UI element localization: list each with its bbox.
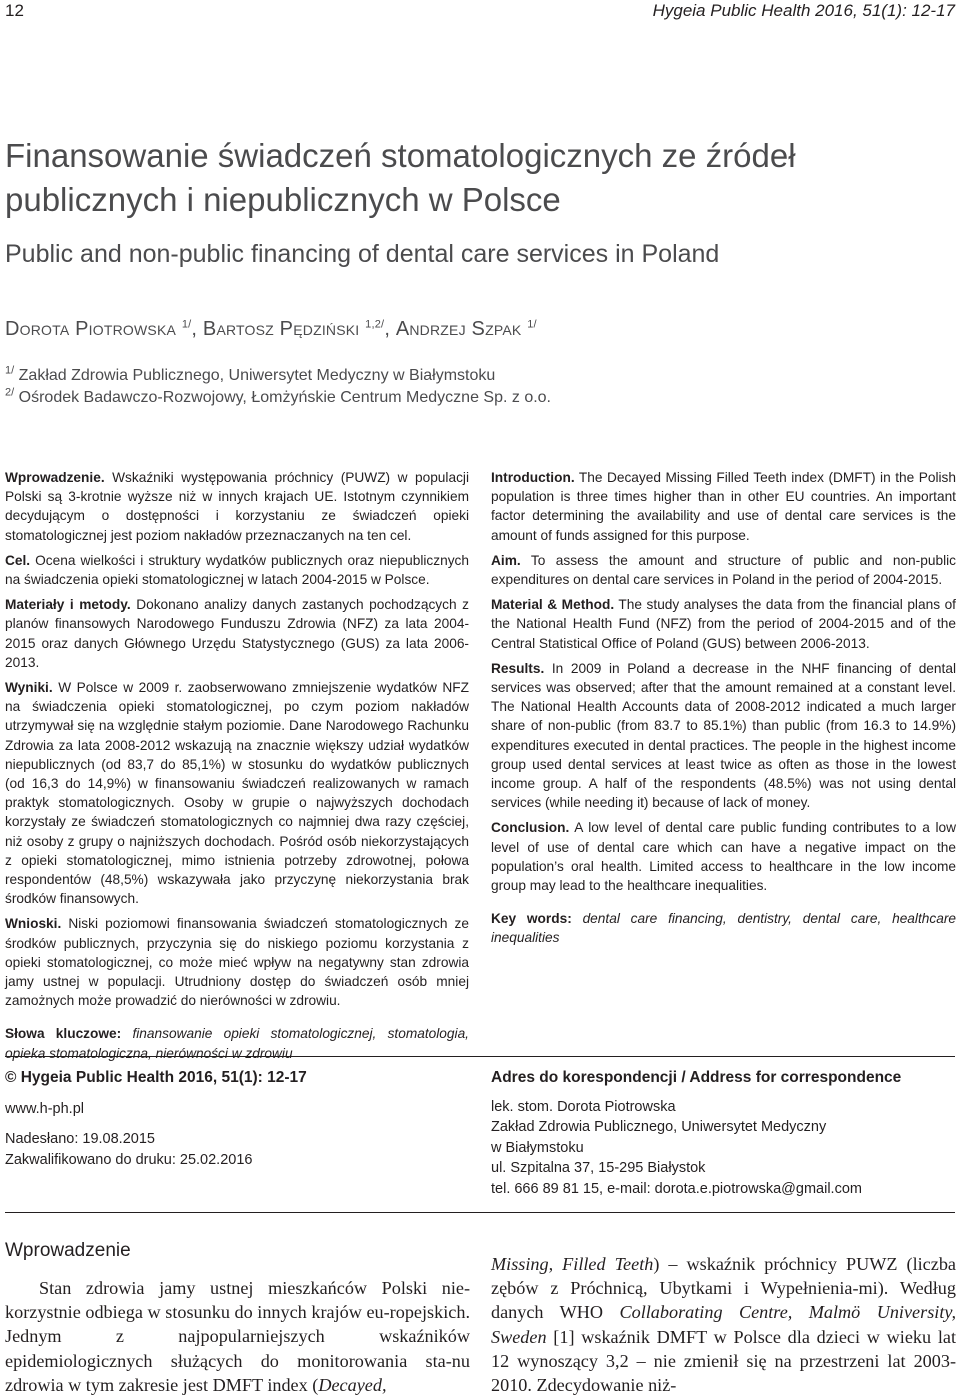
abstract-label: Materiały i metody. bbox=[5, 597, 131, 613]
abstract-paragraph bbox=[491, 659, 956, 813]
abstract-paragraph bbox=[491, 818, 956, 895]
author-name: Bartosz Pędziński bbox=[202, 318, 360, 340]
keywords-paragraph bbox=[491, 909, 956, 947]
keywords-paragraph bbox=[5, 1024, 469, 1062]
correspondence-heading: Adres do korespondencji / Address for correspondence bbox=[491, 1069, 902, 1086]
abstract-label: Cel. bbox=[5, 552, 31, 568]
correspondence-street: ul. Szpitalna 37, 15-295 Białystok bbox=[491, 1160, 706, 1176]
keywords-label: Key words: bbox=[491, 911, 572, 927]
abstract-paragraph bbox=[5, 551, 469, 589]
abstract-text: The study analyses the data from the financial plans of the National Health Fund (NFZ) from the period of 2004-2015 and of the Central Statistical Office of Poland (GUS) between 2006-2013. bbox=[491, 597, 956, 651]
abstract-text: In 2009 in Poland a decrease in the NHF financing of dental services was observed; after that the amount remained at a constant level. The National Health Accounts data of 2008-2012 indicated a much larger share of non-public (from 83.7 to 85.1%) than public (from 16.3 to 14.9%) expenditures executed in dental practices. The people in the highest income group used dental services at least twice as often as those in the lowest income group. A half of the respondents (48.5%) was not using dental services (while needing it) because of lack of money. bbox=[491, 660, 956, 811]
abstract-label: Conclusion. bbox=[491, 820, 570, 836]
submitted-date: Nadesłano: 19.08.2015 bbox=[5, 1131, 155, 1147]
website-link[interactable]: www.h-ph.pl bbox=[5, 1100, 84, 1117]
affiliation-text: Ośrodek Badawczo-Rozwojowy, Łomżyńskie Centrum Medyczne Sp. z o.o. bbox=[18, 389, 551, 406]
abstract-paragraph bbox=[491, 551, 956, 589]
body-text-italic: Collaborating Centre, Malmö University, Sweden bbox=[491, 1302, 956, 1347]
affiliation bbox=[5, 387, 551, 409]
correspondence-contact[interactable]: tel. 666 89 81 15, e-mail: dorota.e.piotrowska@gmail.com bbox=[491, 1180, 862, 1197]
article-title-polish: Finansowanie świadczeń stomatologicznych ze źródeł publicznych i niepublicznych w Polsce bbox=[5, 137, 796, 218]
abstract-paragraph bbox=[491, 468, 956, 545]
divider bbox=[5, 1056, 955, 1057]
body-text: ) – wskaźnik próchnicy PUWZ (liczba zębów z Próchnicą, Ubytkami i Wypełnienia-mi). Według danych WHO bbox=[491, 1254, 956, 1323]
abstract-paragraph bbox=[5, 468, 469, 545]
abstract-text: W Polsce w 2009 r. zaobserwowano zmniejszenie wydatków NFZ na świadczenia opieki stomatologicznej, po czym poziom nakładów utrzymywał się na względnie stałym poziomie. Dane Narodowego Rachunku Zdrowia za lata 2008-2012 wskazują na znacznie większy udział wydatków niepublicznych (od 83,7 do 85,1%) w stosunku do wydatków publicznych (od 16,3 do 14,9%) w finansowaniu świadczeń realizowanych w ramach praktyk stomatologicznych. Osoby w grupie o najwyższych dochodach korzystały ze świadczeń stomatologicznych co najmniej dwa razy częściej, niż osoby z grupy o najniższych dochodach. Pośród osób niekorzystających z opieki stomatologicznej, mimo istnienia potrzeby zdrowotnej, połowa respondentów (48,5%) wskazywała jako przyczynę niekorzystania brak środków finansowych. bbox=[5, 680, 469, 907]
abstract-label: Wnioski. bbox=[5, 916, 62, 932]
correspondence-info bbox=[491, 1068, 956, 1199]
keywords-text: dental care financing, dentistry, dental care, healthcare inequalities bbox=[491, 911, 957, 946]
abstract-text: To assess the amount and structure of public and non-public expenditures on dental care services in Poland in the period of 2004-2015. bbox=[491, 552, 956, 588]
body-text-left bbox=[5, 1276, 470, 1397]
abstract-label: Results. bbox=[491, 660, 545, 676]
body-text: [1] wskaźnik DMFT w Polsce dla dzieci w wieku lat 12 wynoszący 3,2 – nie zmienił się na przestrzeni lat 2003-2010. Zdecydowanie niż- bbox=[491, 1326, 956, 1396]
copyright-line: © Hygeia Public Health 2016, 51(1): 12-17 bbox=[5, 1069, 307, 1086]
correspondence-city: w Białymstoku bbox=[491, 1139, 584, 1156]
author-affiliation-mark: 1/ bbox=[527, 318, 537, 331]
abstract-text: A low level of dental care public funding contributes to a low level of use of dental care which can have a negative impact on the population’s oral health. Limited access to healthcare in the low income group may lead to the healthcare inequalities. bbox=[491, 820, 956, 894]
abstract-label: Aim. bbox=[491, 552, 521, 568]
affiliation-text: Zakład Zdrowia Publicznego, Uniwersytet Medyczny w Białymstoku bbox=[18, 367, 496, 384]
abstract-paragraph bbox=[5, 914, 469, 1010]
abstract-text: Dokonano analizy danych zastanych pochodzących z planów finansowych Narodowego Funduszu Zdrowia (NFZ) za lata 2004-2015 oraz danych Głównego Urzędu Statystycznego (GUS) za lata 2006-2013. bbox=[5, 597, 469, 670]
divider bbox=[5, 1212, 955, 1213]
abstract-text: The Decayed Missing Filled Teeth index (DMFT) in the Polish population is three times higher than in other EU countries. An important factor determining the availability and use of dental care services is the amount of funds assigned for this purpose. bbox=[491, 470, 956, 543]
author-affiliation-mark: 1,2/ bbox=[365, 318, 385, 331]
journal-reference: Hygeia Public Health 2016, 51(1): 12-17 bbox=[652, 1, 955, 20]
abstract-text: Niski poziomowi finansowania świadczeń stomatologicznych ze środków publicznych, przyczynia się do niskiego poziomu korzystania z opieki stomatologicznej, co może mieć wpływ na negatywny stan zdrowia jamy ustnej w populacji. Utrudniony dostęp do świadczeń osób mniej zamożnych może prowadzić do nierówności w zdrowiu. bbox=[5, 916, 469, 1009]
abstract-paragraph bbox=[5, 595, 469, 672]
author-affiliation-mark: 1/ bbox=[181, 318, 192, 331]
correspondence-name: lek. stom. Dorota Piotrowska bbox=[491, 1098, 676, 1115]
publication-info bbox=[5, 1068, 470, 1170]
abstract-label: Material & Method. bbox=[491, 597, 615, 613]
abstract-label: Wprowadzenie. bbox=[5, 470, 105, 485]
author-name: Dorota Piotrowska bbox=[5, 318, 177, 340]
body-text: Stan zdrowia jamy ustnej mieszkańców Polski nie-korzystnie odbiega w stosunku do innych krajów eu-ropejskich. Jednym z najpopularniejszych wskaźników epidemiologicznych służących do monitorowania sta-nu zdrowia w tym zakresie jest DMFT index ( bbox=[5, 1278, 470, 1395]
abstract-text: Ocena wielkości i struktury wydatków publicznych oraz niepublicznych na świadczenia opieki stomatologicznej w latach 2004-2015 w Polsce. bbox=[5, 552, 469, 588]
section-heading: Wprowadzenie bbox=[5, 1240, 131, 1261]
affiliation-mark: 2/ bbox=[5, 386, 15, 399]
affiliation bbox=[5, 365, 495, 387]
abstract-english bbox=[491, 468, 956, 954]
author-name: Andrzej Szpak bbox=[395, 318, 522, 340]
page-number: 12 bbox=[5, 1, 24, 20]
body-text-italic: Decayed, bbox=[318, 1374, 387, 1395]
accepted-date: Zakwalifikowano do druku: 25.02.2016 bbox=[5, 1151, 253, 1168]
keywords-text: finansowanie opieki stomatologicznej, stomatologia, opieka stomatologiczna, nierówności w zdrowiu bbox=[5, 1026, 469, 1061]
author-list: Dorota Piotrowska $^{1/}$, Bartosz Pędziński $^{1,2/}$, Andrzej Szpak $^{1/}$ bbox=[5, 318, 537, 340]
affiliation-mark: 1/ bbox=[5, 364, 15, 377]
abstract-text: Wskaźniki występowania próchnicy (PUWZ) w populacji Polski są 3-krotnie wyższe niż w innych krajach UE. Istotnym czynnikiem decydującym o dostępności i korzystaniu ze świadczeń opieki stomatologicznej jest poziom nakładów przeznaczanych na ten cel. bbox=[5, 470, 469, 543]
abstract-label: Introduction. bbox=[491, 470, 575, 485]
body-text-right bbox=[491, 1252, 956, 1397]
abstract-polish bbox=[5, 468, 469, 1069]
correspondence-dept: Zakład Zdrowia Publicznego, Uniwersytet Medyczny bbox=[491, 1119, 827, 1135]
abstract-paragraph bbox=[5, 678, 469, 908]
keywords-label: Słowa kluczowe: bbox=[5, 1026, 122, 1042]
article-title-english: Public and non-public financing of dental care services in Poland bbox=[5, 240, 720, 268]
abstract-paragraph bbox=[491, 595, 956, 653]
body-text-italic: Missing, Filled Teeth bbox=[491, 1254, 654, 1274]
abstract-label: Wyniki. bbox=[5, 680, 53, 696]
